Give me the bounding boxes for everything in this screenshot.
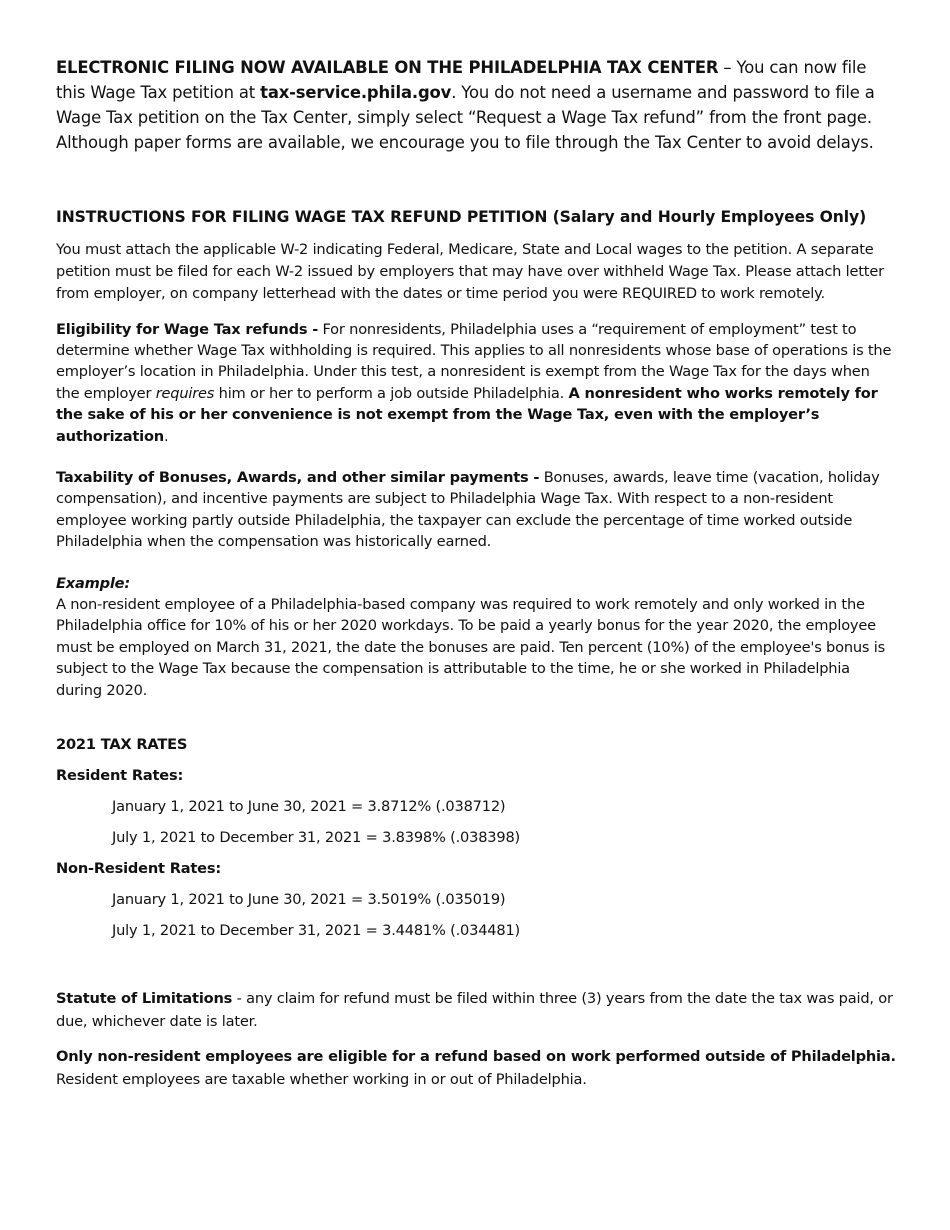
electronic-filing-notice: ELECTRONIC FILING NOW AVAILABLE ON THE PHILADELPHIA TAX CENTER – You can now file this Wage Tax petition at tax-service.phila.gov. You do not need a username and password to file a Wage Tax petition on the Tax Center, simply select “Request a Wage Tax refund” from the front page. Although paper forms are available, we encourage you to file through the Tax Center to avoid delays. bbox=[56, 58, 875, 152]
eligibility-paragraph: Eligibility for Wage Tax refunds - For nonresidents, Philadelphia uses a “requirement of employment” test to determine whether Wage Tax withholding is required. This applies to all nonresidents whose base of operations is the employer’s location in Philadelphia. Under this test, a nonresident is exempt from the Wage Tax for the days when the employer requires him or her to perform a job outside Philadelphia. A nonresident who works remotely for the sake of his or her convenience is not exempt from the Wage Tax, even with the employer’s authorization. bbox=[56, 320, 892, 445]
instructions-heading: INSTRUCTIONS FOR FILING WAGE TAX REFUND PETITION (Salary and Hourly Employees Only) bbox=[56, 208, 867, 226]
eligibility-label: Eligibility for Wage Tax refunds - bbox=[56, 320, 319, 338]
nonresident-rate-h1: January 1, 2021 to June 30, 2021 = 3.5019% (.035019) bbox=[112, 891, 506, 909]
example-label: Example: bbox=[56, 574, 131, 592]
tax-rates-heading: 2021 TAX RATES bbox=[56, 736, 188, 754]
nonresident-rates-label: Non-Resident Rates: bbox=[56, 860, 221, 878]
electronic-filing-heading: ELECTRONIC FILING NOW AVAILABLE ON THE PHILADELPHIA TAX CENTER bbox=[56, 58, 719, 77]
taxability-paragraph: Taxability of Bonuses, Awards, and other similar payments - Bonuses, awards, leave time (vacation, holiday compensation), and incentive payments are subject to Philadelphia Wage Tax. With respect to a non-resident employee working partly outside Philadelphia, the taxpayer can exclude the percentage of time worked outside Philadelphia when the compensation was historically earned. bbox=[56, 469, 880, 551]
resident-rate-h2: July 1, 2021 to December 31, 2021 = 3.8398% (.038398) bbox=[112, 829, 521, 847]
statute-label: Statute of Limitations bbox=[56, 990, 233, 1008]
resident-rates-label: Resident Rates: bbox=[56, 767, 184, 785]
nonresident-eligibility-note: Only non-resident employees are eligible for a refund based on work performed outside of Philadelphia. Resident employees are taxable whether working in or out of Philadelphia. bbox=[56, 1048, 896, 1088]
attachment-instructions: You must attach the applicable W-2 indicating Federal, Medicare, State and Local wages to the petition. A separate petition must be filed for each W-2 issued by employers that may have over withheld Wage Tax. Please attach letter from employer, on company letterhead with the dates or time period you were REQUIRED to work remotely. bbox=[56, 241, 884, 303]
document-page bbox=[56, 55, 896, 1091]
resident-rate-h1: January 1, 2021 to June 30, 2021 = 3.8712% (.038712) bbox=[112, 798, 506, 816]
statute-paragraph: Statute of Limitations - any claim for refund must be filed within three (3) years from the date the tax was paid, or due, whichever date is later. bbox=[56, 990, 893, 1030]
taxability-label: Taxability of Bonuses, Awards, and other similar payments - bbox=[56, 469, 540, 487]
tax-center-link[interactable]: tax-service.phila.gov bbox=[260, 83, 452, 102]
nonresident-rate-h2: July 1, 2021 to December 31, 2021 = 3.4481% (.034481) bbox=[112, 922, 521, 940]
example-paragraph: A non-resident employee of a Philadelphia-based company was required to work remotely and only worked in the Philadelphia office for 10% of his or her 2020 workdays. To be paid a yearly bonus for the year 2020, the employee must be employed on March 31, 2021, the date the bonuses are paid. Ten percent (10%) of the employee's bonus is subject to the Wage Tax because the compensation is attributable to the time, he or she worked in Philadelphia during 2020. bbox=[56, 596, 886, 699]
